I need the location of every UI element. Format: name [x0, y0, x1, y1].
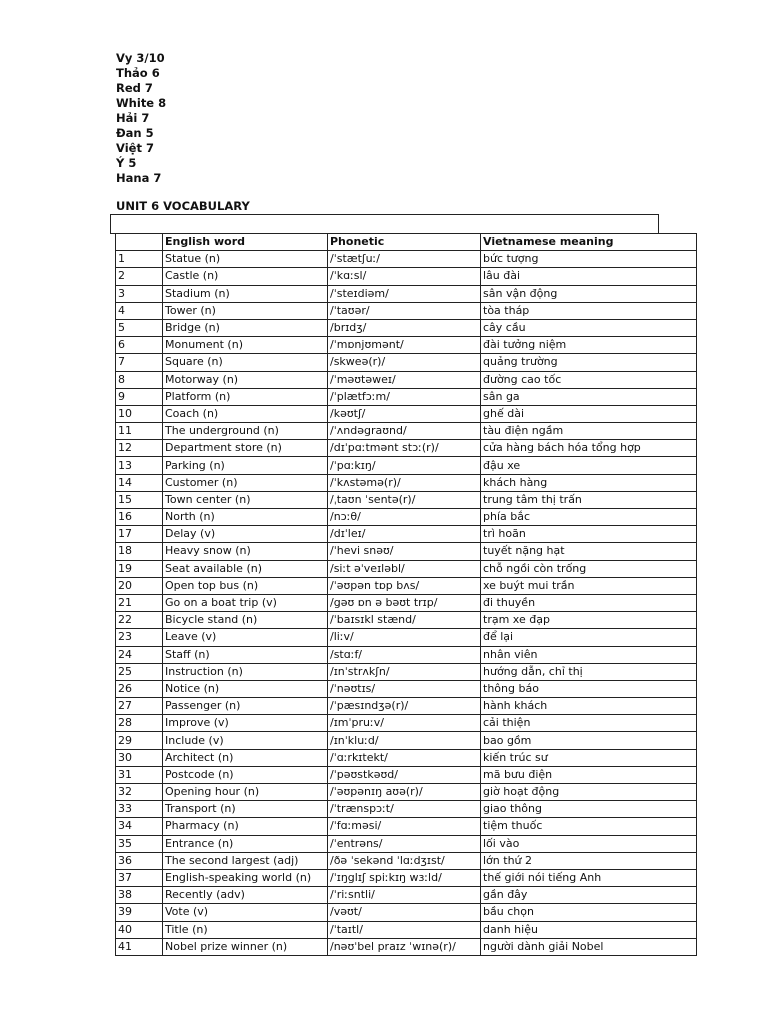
row-number-cell: 18 [116, 543, 163, 560]
phonetic-cell: /ˈplætfɔːm/ [328, 388, 481, 405]
phonetic-cell: /ˈnəʊtɪs/ [328, 680, 481, 697]
row-number-cell: 30 [116, 749, 163, 766]
table-row [116, 698, 697, 715]
english-word-cell: Entrance (n) [163, 835, 328, 852]
phonetic-cell: /ˈtaɪtl/ [328, 921, 481, 938]
phonetic-cell: /ˈtaʊər/ [328, 302, 481, 319]
header-number [116, 234, 163, 251]
row-number-cell: 19 [116, 560, 163, 577]
phonetic-cell: /ˈbaɪsɪkl stænd/ [328, 612, 481, 629]
empty-text-box [110, 214, 659, 234]
phonetic-cell: /ˈstætʃuː/ [328, 251, 481, 268]
table-row [116, 629, 697, 646]
english-word-cell: Department store (n) [163, 440, 328, 457]
table-row [116, 680, 697, 697]
table-row [116, 319, 697, 336]
score-line: Hana 7 [116, 171, 162, 185]
row-number-cell: 4 [116, 302, 163, 319]
table-row [116, 457, 697, 474]
phonetic-cell: /ˈkɑːsl/ [328, 268, 481, 285]
table-row [116, 440, 697, 457]
vietnamese-meaning-cell: nhân viên [481, 646, 697, 663]
table-row [116, 474, 697, 491]
table-row [116, 921, 697, 938]
english-word-cell: Parking (n) [163, 457, 328, 474]
phonetic-cell: /ˈsteɪdiəm/ [328, 285, 481, 302]
table-row [116, 302, 697, 319]
phonetic-cell: /stɑːf/ [328, 646, 481, 663]
vietnamese-meaning-cell: tuyết nặng hạt [481, 543, 697, 560]
vietnamese-meaning-cell: hướng dẫn, chỉ thị [481, 663, 697, 680]
row-number-cell: 26 [116, 680, 163, 697]
vietnamese-meaning-cell: xe buýt mui trần [481, 577, 697, 594]
phonetic-cell: /ˈentrəns/ [328, 835, 481, 852]
table-header-row [116, 234, 697, 251]
phonetic-cell: /ˈɪŋglɪʃ spiːkɪŋ wɜːld/ [328, 869, 481, 886]
row-number-cell: 29 [116, 732, 163, 749]
vocabulary-table [115, 233, 697, 956]
vietnamese-meaning-cell: cây cầu [481, 319, 697, 336]
english-word-cell: Coach (n) [163, 405, 328, 422]
table-row [116, 251, 697, 268]
english-word-cell: The second largest (adj) [163, 852, 328, 869]
page-title: UNIT 6 VOCABULARY [116, 199, 250, 213]
phonetic-cell: /gəʊ ɒn ə bəʊt trɪp/ [328, 594, 481, 611]
phonetic-cell: /ˈɑːrkɪtekt/ [328, 749, 481, 766]
english-word-cell: Instruction (n) [163, 663, 328, 680]
table-row [116, 818, 697, 835]
row-number-cell: 2 [116, 268, 163, 285]
english-word-cell: Improve (v) [163, 715, 328, 732]
vietnamese-meaning-cell: bức tượng [481, 251, 697, 268]
vietnamese-meaning-cell: lâu đài [481, 268, 697, 285]
row-number-cell: 40 [116, 921, 163, 938]
row-number-cell: 14 [116, 474, 163, 491]
vietnamese-meaning-cell: bầu chọn [481, 904, 697, 921]
vietnamese-meaning-cell: trạm xe đạp [481, 612, 697, 629]
vietnamese-meaning-cell: cửa hàng bách hóa tổng hợp [481, 440, 697, 457]
english-word-cell: English-speaking world (n) [163, 869, 328, 886]
table-row [116, 560, 697, 577]
score-line: Đan 5 [116, 126, 154, 140]
header-phonetic: Phonetic [328, 234, 481, 251]
vietnamese-meaning-cell: hành khách [481, 698, 697, 715]
table-row [116, 732, 697, 749]
vietnamese-meaning-cell: lối vào [481, 835, 697, 852]
vietnamese-meaning-cell: cải thiện [481, 715, 697, 732]
table-row [116, 594, 697, 611]
english-word-cell: Postcode (n) [163, 766, 328, 783]
english-word-cell: Go on a boat trip (v) [163, 594, 328, 611]
vietnamese-meaning-cell: kiến trúc sư [481, 749, 697, 766]
header-vietnamese-meaning: Vietnamese meaning [481, 234, 697, 251]
table-row [116, 337, 697, 354]
row-number-cell: 8 [116, 371, 163, 388]
english-word-cell: Nobel prize winner (n) [163, 938, 328, 955]
english-word-cell: Vote (v) [163, 904, 328, 921]
phonetic-cell: /liːv/ [328, 629, 481, 646]
english-word-cell: Architect (n) [163, 749, 328, 766]
vietnamese-meaning-cell: quảng trường [481, 354, 697, 371]
row-number-cell: 11 [116, 423, 163, 440]
english-word-cell: Pharmacy (n) [163, 818, 328, 835]
phonetic-cell: /ˈfɑːməsi/ [328, 818, 481, 835]
table-row [116, 612, 697, 629]
english-word-cell: Transport (n) [163, 801, 328, 818]
row-number-cell: 33 [116, 801, 163, 818]
english-word-cell: The underground (n) [163, 423, 328, 440]
table-row [116, 526, 697, 543]
row-number-cell: 3 [116, 285, 163, 302]
row-number-cell: 27 [116, 698, 163, 715]
row-number-cell: 17 [116, 526, 163, 543]
table-row [116, 491, 697, 508]
table-row [116, 405, 697, 422]
phonetic-cell: /ɪmˈpruːv/ [328, 715, 481, 732]
row-number-cell: 37 [116, 869, 163, 886]
phonetic-cell: /ˈhevi snəʊ/ [328, 543, 481, 560]
vietnamese-meaning-cell: chỗ ngồi còn trống [481, 560, 697, 577]
phonetic-cell: /skweə(r)/ [328, 354, 481, 371]
table-row [116, 423, 697, 440]
score-line: Vy 3/10 [116, 51, 165, 65]
vietnamese-meaning-cell: tàu điện ngầm [481, 423, 697, 440]
row-number-cell: 23 [116, 629, 163, 646]
row-number-cell: 41 [116, 938, 163, 955]
table-row [116, 388, 697, 405]
vietnamese-meaning-cell: đường cao tốc [481, 371, 697, 388]
row-number-cell: 35 [116, 835, 163, 852]
vietnamese-meaning-cell: gần đây [481, 887, 697, 904]
english-word-cell: Customer (n) [163, 474, 328, 491]
vietnamese-meaning-cell: đài tưởng niệm [481, 337, 697, 354]
phonetic-cell: /brɪdʒ/ [328, 319, 481, 336]
vietnamese-meaning-cell: tiệm thuốc [481, 818, 697, 835]
phonetic-cell: /ɪnˈstrʌkʃn/ [328, 663, 481, 680]
score-line: White 8 [116, 96, 167, 110]
vietnamese-meaning-cell: để lại [481, 629, 697, 646]
english-word-cell: Monument (n) [163, 337, 328, 354]
row-number-cell: 12 [116, 440, 163, 457]
table-row [116, 577, 697, 594]
english-word-cell: Heavy snow (n) [163, 543, 328, 560]
row-number-cell: 13 [116, 457, 163, 474]
vietnamese-meaning-cell: ghế dài [481, 405, 697, 422]
row-number-cell: 39 [116, 904, 163, 921]
english-word-cell: Bicycle stand (n) [163, 612, 328, 629]
english-word-cell: Open top bus (n) [163, 577, 328, 594]
english-word-cell: Bridge (n) [163, 319, 328, 336]
english-word-cell: Stadium (n) [163, 285, 328, 302]
english-word-cell: Opening hour (n) [163, 784, 328, 801]
english-word-cell: Leave (v) [163, 629, 328, 646]
phonetic-cell: /ˈpɑːkɪŋ/ [328, 457, 481, 474]
table-row [116, 715, 697, 732]
row-number-cell: 1 [116, 251, 163, 268]
row-number-cell: 24 [116, 646, 163, 663]
phonetic-cell: /ɪnˈkluːd/ [328, 732, 481, 749]
phonetic-cell: /ˌtaʊn ˈsentə(r)/ [328, 491, 481, 508]
row-number-cell: 38 [116, 887, 163, 904]
vietnamese-meaning-cell: sân ga [481, 388, 697, 405]
phonetic-cell: /ˈpæsɪndʒə(r)/ [328, 698, 481, 715]
english-word-cell: Tower (n) [163, 302, 328, 319]
table-row [116, 904, 697, 921]
score-list [116, 51, 166, 186]
phonetic-cell: /siːt əˈveɪləbl/ [328, 560, 481, 577]
english-word-cell: Square (n) [163, 354, 328, 371]
row-number-cell: 36 [116, 852, 163, 869]
header-english-word: English word [163, 234, 328, 251]
english-word-cell: Castle (n) [163, 268, 328, 285]
english-word-cell: Include (v) [163, 732, 328, 749]
table-row [116, 801, 697, 818]
phonetic-cell: /ˈpəʊstkəʊd/ [328, 766, 481, 783]
vietnamese-meaning-cell: thông báo [481, 680, 697, 697]
vietnamese-meaning-cell: danh hiệu [481, 921, 697, 938]
phonetic-cell: /kəʊtʃ/ [328, 405, 481, 422]
table-row [116, 766, 697, 783]
phonetic-cell: /nɔːθ/ [328, 509, 481, 526]
table-body [116, 251, 697, 956]
row-number-cell: 32 [116, 784, 163, 801]
row-number-cell: 28 [116, 715, 163, 732]
table-row [116, 371, 697, 388]
row-number-cell: 16 [116, 509, 163, 526]
english-word-cell: Staff (n) [163, 646, 328, 663]
phonetic-cell: /ˈəʊpənɪŋ aʊə(r)/ [328, 784, 481, 801]
table-row [116, 852, 697, 869]
table-row [116, 268, 697, 285]
phonetic-cell: /ˈriːsntli/ [328, 887, 481, 904]
vietnamese-meaning-cell: người dành giải Nobel [481, 938, 697, 955]
table-row [116, 285, 697, 302]
row-number-cell: 22 [116, 612, 163, 629]
phonetic-cell: /ˈʌndəgraʊnd/ [328, 423, 481, 440]
score-line: Hải 7 [116, 111, 150, 125]
row-number-cell: 9 [116, 388, 163, 405]
vietnamese-meaning-cell: trung tâm thị trấn [481, 491, 697, 508]
row-number-cell: 10 [116, 405, 163, 422]
english-word-cell: Motorway (n) [163, 371, 328, 388]
english-word-cell: Town center (n) [163, 491, 328, 508]
english-word-cell: Notice (n) [163, 680, 328, 697]
table-row [116, 509, 697, 526]
vietnamese-meaning-cell: phía bắc [481, 509, 697, 526]
table-row [116, 663, 697, 680]
row-number-cell: 5 [116, 319, 163, 336]
vietnamese-meaning-cell: bao gồm [481, 732, 697, 749]
score-line: Thảo 6 [116, 66, 160, 80]
table-row [116, 543, 697, 560]
vietnamese-meaning-cell: giao thông [481, 801, 697, 818]
vietnamese-meaning-cell: mã bưu điện [481, 766, 697, 783]
vietnamese-meaning-cell: đi thuyền [481, 594, 697, 611]
vietnamese-meaning-cell: sân vận động [481, 285, 697, 302]
score-line: Việt 7 [116, 141, 154, 155]
phonetic-cell: /nəʊˈbel praɪz ˈwɪnə(r)/ [328, 938, 481, 955]
row-number-cell: 15 [116, 491, 163, 508]
vietnamese-meaning-cell: tòa tháp [481, 302, 697, 319]
table-row [116, 835, 697, 852]
vietnamese-meaning-cell: trì hoãn [481, 526, 697, 543]
phonetic-cell: /ˈəʊpən tɒp bʌs/ [328, 577, 481, 594]
phonetic-cell: /ˈtrænspɔːt/ [328, 801, 481, 818]
phonetic-cell: /vəʊt/ [328, 904, 481, 921]
vietnamese-meaning-cell: lớn thứ 2 [481, 852, 697, 869]
vietnamese-meaning-cell: thế giới nói tiếng Anh [481, 869, 697, 886]
table-row [116, 749, 697, 766]
row-number-cell: 34 [116, 818, 163, 835]
table-row [116, 938, 697, 955]
phonetic-cell: /dɪˈleɪ/ [328, 526, 481, 543]
phonetic-cell: /dɪˈpɑːtmənt stɔː(r)/ [328, 440, 481, 457]
table-row [116, 784, 697, 801]
row-number-cell: 21 [116, 594, 163, 611]
phonetic-cell: /ˈkʌstəmə(r)/ [328, 474, 481, 491]
english-word-cell: North (n) [163, 509, 328, 526]
english-word-cell: Passenger (n) [163, 698, 328, 715]
english-word-cell: Seat available (n) [163, 560, 328, 577]
row-number-cell: 20 [116, 577, 163, 594]
row-number-cell: 6 [116, 337, 163, 354]
english-word-cell: Delay (v) [163, 526, 328, 543]
phonetic-cell: /ˈmɒnjʊmənt/ [328, 337, 481, 354]
table-row [116, 646, 697, 663]
vietnamese-meaning-cell: giờ hoạt động [481, 784, 697, 801]
table-row [116, 869, 697, 886]
phonetic-cell: /ˈməʊtəweɪ/ [328, 371, 481, 388]
english-word-cell: Title (n) [163, 921, 328, 938]
row-number-cell: 7 [116, 354, 163, 371]
english-word-cell: Statue (n) [163, 251, 328, 268]
row-number-cell: 25 [116, 663, 163, 680]
english-word-cell: Recently (adv) [163, 887, 328, 904]
english-word-cell: Platform (n) [163, 388, 328, 405]
score-line: Ý 5 [116, 156, 137, 170]
table-row [116, 354, 697, 371]
score-line: Red 7 [116, 81, 153, 95]
table-row [116, 887, 697, 904]
vietnamese-meaning-cell: đậu xe [481, 457, 697, 474]
phonetic-cell: /ðə ˈsekənd ˈlɑːdʒɪst/ [328, 852, 481, 869]
row-number-cell: 31 [116, 766, 163, 783]
vietnamese-meaning-cell: khách hàng [481, 474, 697, 491]
